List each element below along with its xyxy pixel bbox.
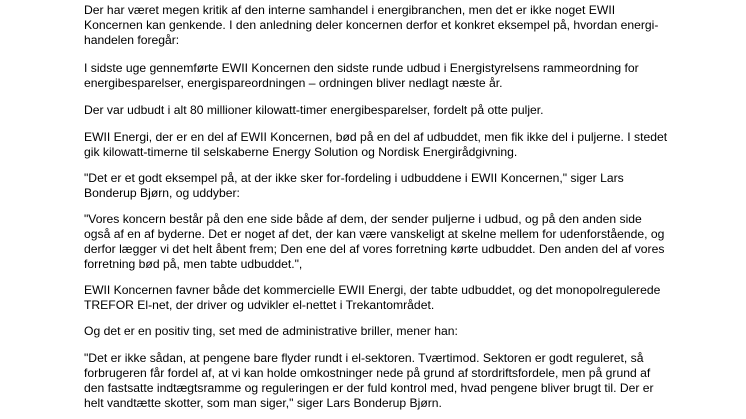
text-line: Bonderup Bjørn, og uddyber:	[84, 186, 240, 200]
text-line: Der har været megen kritik af den interne samhandel i energibranchen, men det er ikke noget EWII	[84, 3, 616, 17]
text-line: "Det er ikke sådan, at pengene bare flyder rundt i el-sektoren. Tværtimod. Sektoren er godt reguleret, så	[84, 351, 644, 365]
paragraph-positiv	[84, 324, 458, 339]
paragraph-millioner	[84, 103, 544, 118]
text-line: også af en af byderne. Det er noget af det, der kan være vanskeligt at skelne mellem for udenforstående, og	[84, 227, 665, 241]
text-line: EWII Koncernen favner både det kommercielle EWII Energi, der tabte udbuddet, og det monopolregulerede	[84, 283, 661, 297]
text-line: forretning bød på, men tabte udbuddet.",	[84, 257, 303, 271]
text-line: Koncernen kan genkende. I den anledning deler koncernen derfor et konkret eksempel på, hvordan energi-	[84, 18, 659, 32]
text-line: Og det er en positiv ting, set med de administrative briller, mener han:	[84, 324, 458, 338]
text-line: Der var udbudt i alt 80 millioner kilowatt-timer energibesparelser, fordelt på otte puljer.	[84, 103, 544, 117]
paragraph-quote-koncern	[84, 212, 664, 272]
text-line: I sidste uge gennemførte EWII Koncernen den sidste runde udbud i Energistyrelsens rammeordning for	[84, 61, 639, 75]
paragraph-quote-intro	[84, 171, 624, 201]
text-line: derfor lægger vi det helt åbent frem; Den ene del af vores forretning kørte udbuddet. Den anden del af vores	[84, 242, 665, 256]
text-line: handelen foregår:	[84, 33, 180, 47]
text-line: helt vandtætte skotter, som man siger," siger Lars Bonderup Bjørn.	[84, 396, 442, 410]
paragraph-ewii-energi	[84, 130, 667, 160]
text-line: "Det er et godt eksempel på, at der ikke sker for-fordeling i udbuddene i EWII Koncernen," siger Lars	[84, 171, 624, 185]
text-line: TREFOR El-net, der driver og udvikler el-nettet i Trekantområdet.	[84, 298, 435, 312]
text-line: forbrugeren får fordel af, at vi kan holde omkostninger nede på grund af stordriftsfordele, men på grund af	[84, 366, 651, 380]
text-line: "Vores koncern består på den ene side både af dem, der sender puljerne i udbud, og på den anden side	[84, 212, 642, 226]
paragraph-udbud	[84, 61, 639, 91]
text-line: energibesparelser, energispareordningen – ordningen bliver nedlagt næste år.	[84, 76, 503, 90]
paragraph-favner	[84, 283, 660, 313]
text-line: EWII Energi, der er en del af EWII Koncernen, bød på en del af udbuddet, men fik ikke del i puljerne. I stedet	[84, 130, 668, 144]
paragraph-intro	[84, 3, 658, 48]
paragraph-quote-sektor	[84, 351, 654, 411]
text-line: den fastsatte indtægtsramme og reguleringen er der fuld kontrol med, hvad pengene bliver brugt til. Der er	[84, 381, 654, 395]
text-line: gik kilowatt-timerne til selskaberne Energy Solution og Nordisk Energirådgivning.	[84, 145, 518, 159]
